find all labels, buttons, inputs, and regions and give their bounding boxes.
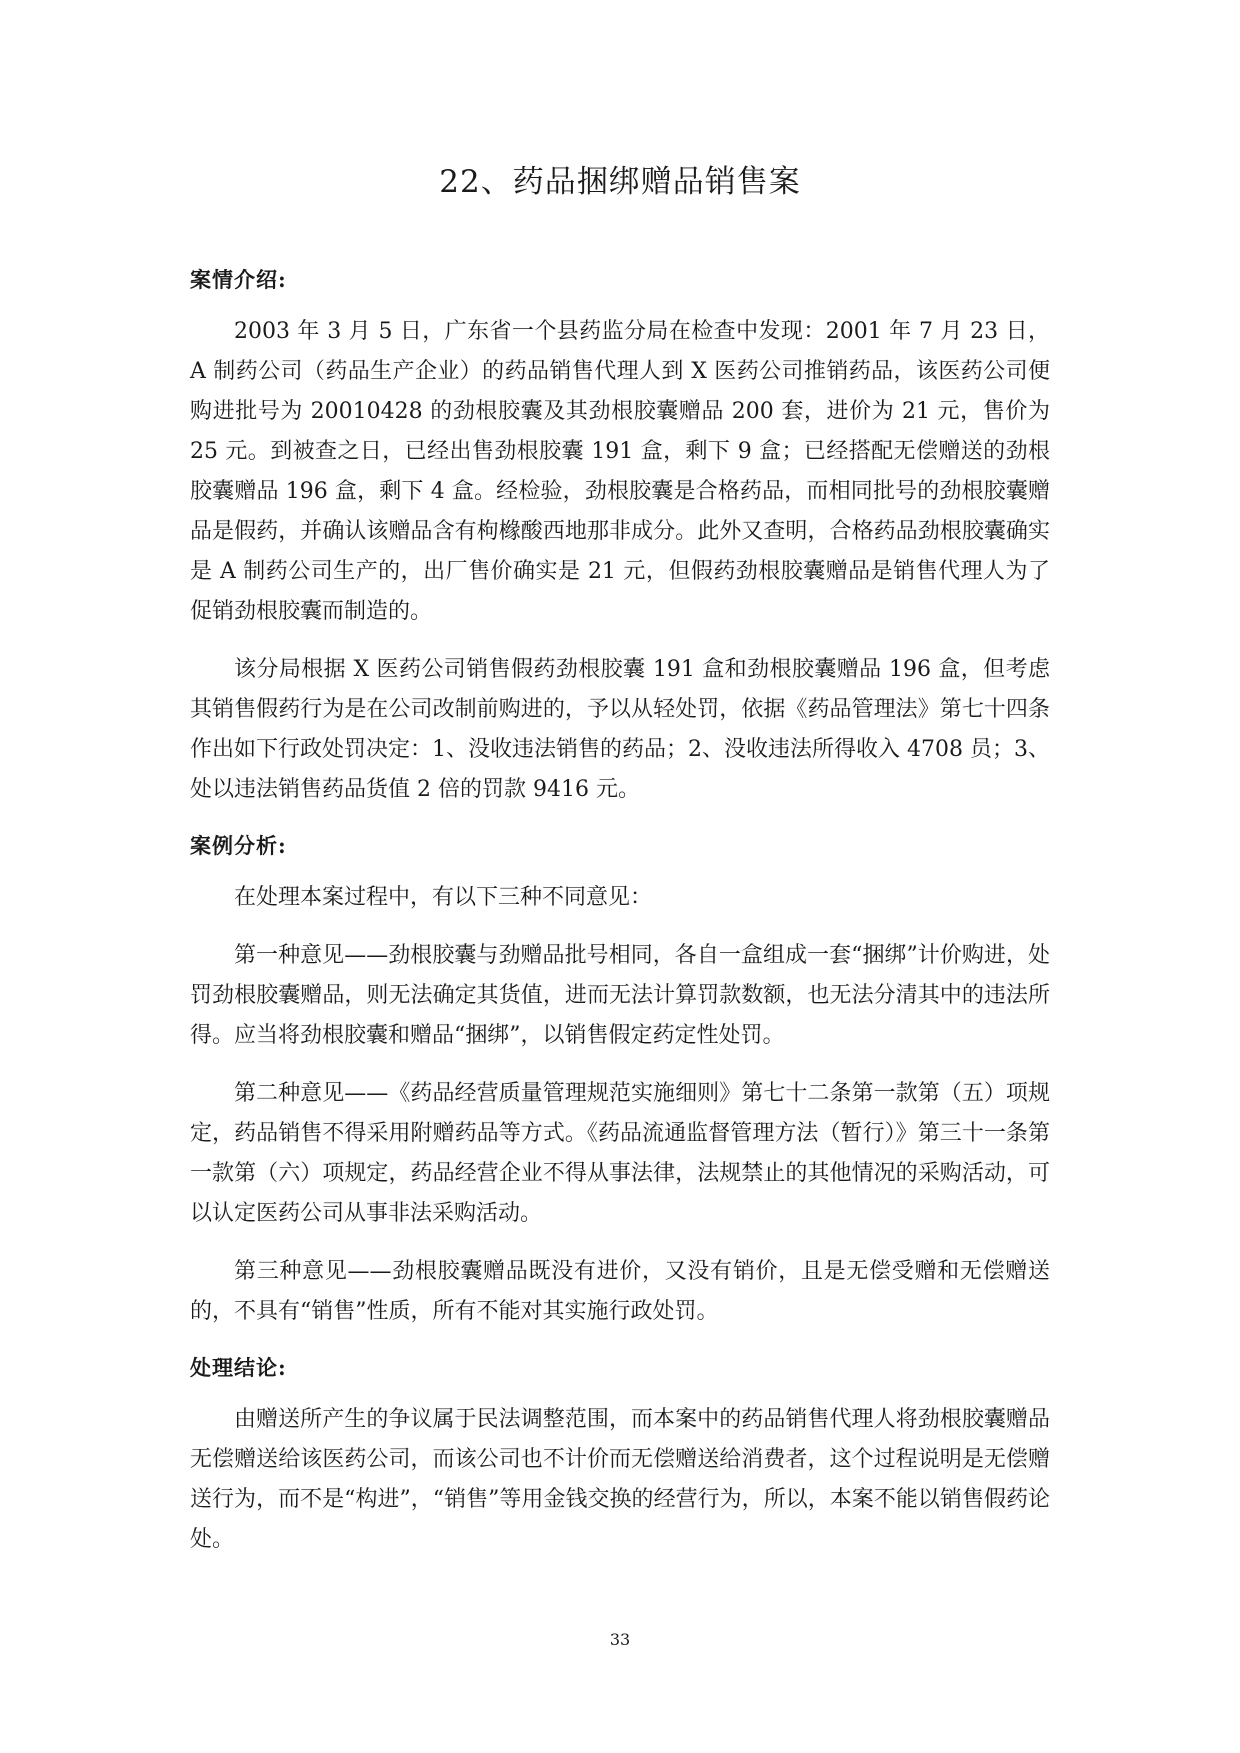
section-heading: 案例分析: bbox=[190, 833, 287, 858]
section-heading: 案情介绍: bbox=[190, 267, 287, 292]
case-analysis-paragraph: 第三种意见——劲根胶囊赠品既没有进价，又没有销价，且是无偿受赠和无偿赠送的，不具有“销售”性质，所有不能对其实施行政处罚。 bbox=[190, 1259, 1050, 1324]
case-analysis-paragraph: 在处理本案过程中，有以下三种不同意见： bbox=[234, 885, 653, 910]
case-analysis-paragraph: 第二种意见——《药品经营质量管理规范实施细则》第七十二条第一款第（五）项规定，药品销售不得采用附赠药品等方式。《药品流通监督管理方法（暂行）》第三十一条第一款第（六）项规定，药品经营企业不得从事法律，法规禁止的其他情况的采购活动，可以认定医药公司从事非法采购活动。 bbox=[190, 1081, 1050, 1226]
case-analysis-paragraph: 第一种意见——劲根胶囊与劲赠品批号相同，各自一盒组成一套“捆绑”计价购进，处罚劲根胶囊赠品，则无法确定其货值，进而无法计算罚款数额，也无法分清其中的违法所得。应当将劲根胶囊和赠品“捆绑”，以销售假定药定性处罚。 bbox=[190, 943, 1050, 1048]
section-case-analysis bbox=[190, 828, 1050, 1332]
section-case-introduction bbox=[190, 262, 1050, 810]
page-number: 33 bbox=[609, 1630, 631, 1649]
section-conclusion bbox=[190, 1350, 1050, 1560]
document-page bbox=[190, 150, 1050, 1578]
section-heading: 处理结论: bbox=[190, 1355, 287, 1380]
case-introduction-paragraph: 2003 年 3 月 5 日，广东省一个县药监分局在检查中发现：2001 年 7 月 23 日，A 制药公司（药品生产企业）的药品销售代理人到 X 医药公司推销药品，该医药公司便购进批号为 20010428 的劲根胶囊及其劲根胶囊赠品 200 套，进价为 21 元，售价为 25 元。到被查之日，已经出售劲根胶囊 191 盒，剩下 9 盒；已经搭配无偿赠送的劲根胶囊赠品 196 盒，剩下 4 盒。经检验，劲根胶囊是合格药品，而相同批号的劲根胶囊赠品是假药，并确认该赠品含有枸橼酸西地那非成分。此外又查明，合格药品劲根胶囊确实是 A 制药公司生产的，出厂售价确实是 21 元，但假药劲根胶囊赠品是销售代理人为了促销劲根胶囊而制造的。 bbox=[190, 319, 1050, 624]
case-introduction-paragraph: 该分局根据 X 医药公司销售假药劲根胶囊 191 盒和劲根胶囊赠品 196 盒，但考虑其销售假药行为是在公司改制前购进的，予以从轻处罚，依据《药品管理法》第七十四条作出如下行政处罚决定：1、没收违法销售的药品；2、没收违法所得收入 4708 员；3、处以违法销售药品货值 2 倍的罚款 9416 元。 bbox=[190, 657, 1050, 802]
conclusion-paragraph: 由赠送所产生的争议属于民法调整范围，而本案中的药品销售代理人将劲根胶囊赠品无偿赠送给该医药公司，而该公司也不计价而无偿赠送给消费者，这个过程说明是无偿赠送行为，而不是“构进”，“销售”等用金钱交换的经营行为，所以，本案不能以销售假药论处。 bbox=[190, 1407, 1050, 1552]
document-title: 22、药品捆绑赠品销售案 bbox=[439, 164, 801, 200]
